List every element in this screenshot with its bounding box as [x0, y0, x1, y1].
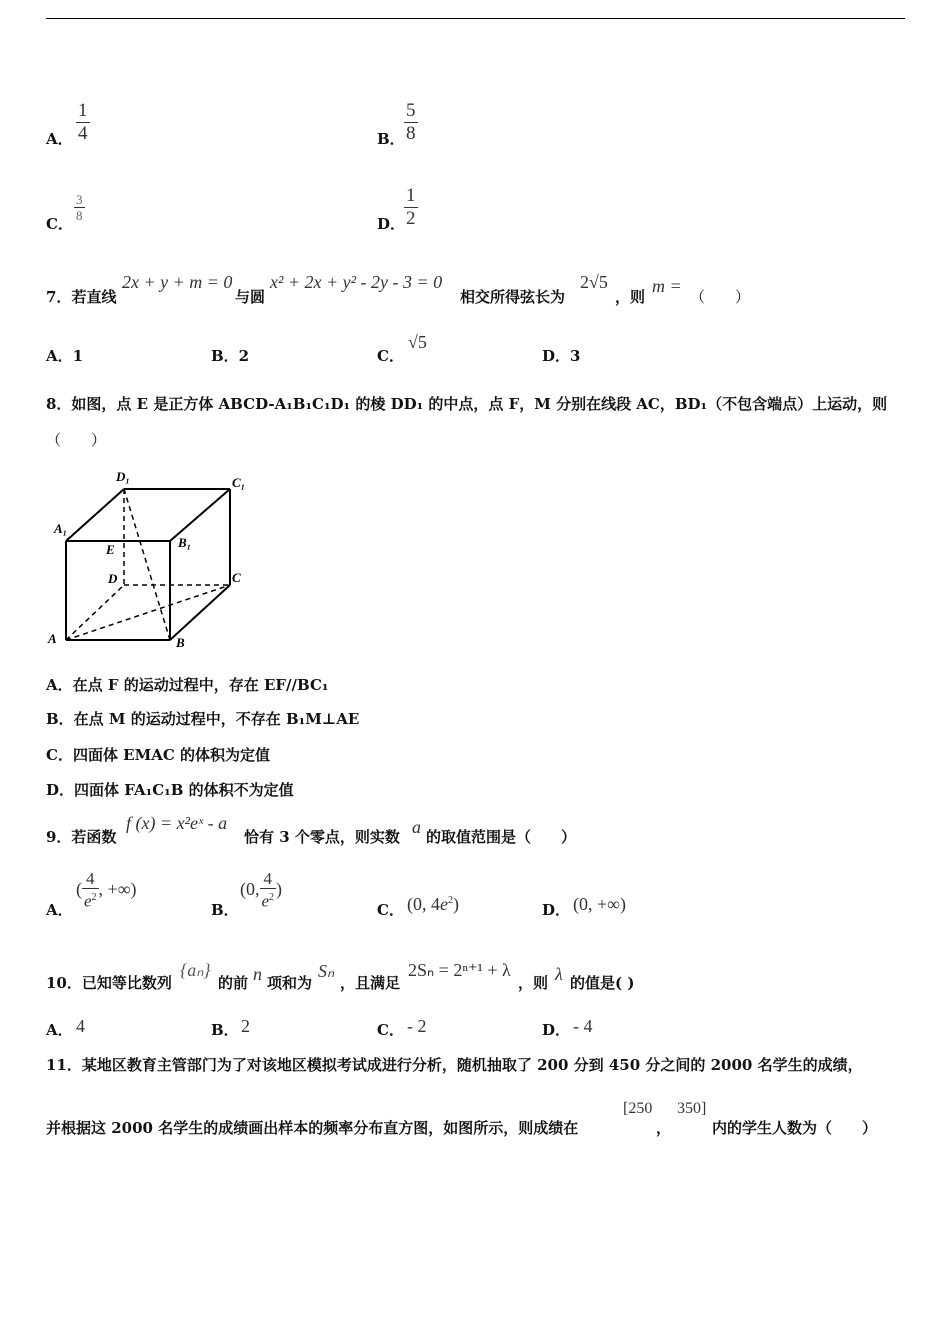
q8-answer-paren: （ ）: [46, 431, 107, 449]
q6-option-b: [377, 128, 405, 149]
q6-a-numerator: 1: [78, 100, 88, 121]
q7-stem: [46, 286, 116, 307]
q7-answer-paren: （ ）: [690, 288, 751, 306]
q10-option-d-value: - 4: [573, 1016, 593, 1036]
q10-text-3: 项和为: [267, 974, 313, 992]
q9-option-a-label: A．: [46, 901, 73, 919]
q11-comma: ，: [656, 1119, 672, 1137]
q6-c-numerator: 3: [76, 192, 83, 207]
q6-b-numerator: 5: [406, 100, 416, 121]
q9-option-c-value: (0, $4e^2$): [407, 894, 459, 914]
q7-option-c-value: √5: [408, 332, 427, 352]
vertex-d1: D₁: [116, 469, 130, 484]
q6-d-denominator: 2: [406, 208, 416, 229]
q9-variable-a: a: [412, 817, 421, 837]
q7-text-3: 相交所得弦长为: [460, 288, 566, 306]
q11-stem-line2b: 内的学生人数为（ ）: [712, 1119, 878, 1137]
q9-option-b-label: B．: [211, 901, 239, 919]
q10-option-c-label: C．: [377, 1021, 404, 1039]
q10-equation: 2Sₙ = 2ⁿ⁺¹ + λ: [408, 960, 511, 980]
vertex-b1: B₁: [178, 535, 192, 550]
q10-text-1: 10．已知等比数列: [46, 974, 172, 992]
q10-lambda: λ: [555, 964, 563, 984]
q6-option-a-label: A．: [46, 130, 73, 148]
q11-stem-line1: 11．某地区教育主管部门为了对该地区模拟考试成进行分析，随机抽取了 200 分到 450 分之间的 2000 名学生的成绩，: [46, 1056, 863, 1074]
q6-option-d: [377, 213, 405, 234]
q8-option-d: D．四面体 FA₁C₁B 的体积不为定值: [46, 781, 294, 799]
q7-line-equation: 2x + y + m = 0: [122, 272, 233, 292]
header-rule: [46, 18, 905, 19]
q7-option-c-label: C．: [377, 347, 404, 365]
q11-interval-right: 350]: [677, 1100, 707, 1117]
q9-option-d-value: (0, +∞): [573, 894, 626, 914]
q9-text-1: 9．若函数: [46, 828, 117, 846]
q10-text-4: ，且满足: [340, 974, 401, 992]
q10-sequence: {aₙ}: [180, 960, 211, 980]
q10-text-2: 的前: [218, 974, 249, 992]
q7-variable-m: m =: [652, 276, 682, 296]
q10-option-b-value: 2: [241, 1016, 250, 1036]
q6-option-d-label: D．: [377, 215, 406, 233]
q6-option-a-fraction: [76, 100, 90, 145]
q7-circle-equation: x² + 2x + y² - 2y - 3 = 0: [270, 272, 443, 292]
vertex-b: B: [176, 635, 185, 650]
q11-stem-line2a: 并根据这 2000 名学生的成绩画出样本的频率分布直方图，如图所示，则成绩在: [46, 1119, 579, 1137]
q10-sum-sn: Sₙ: [318, 961, 335, 981]
q6-a-denominator: 4: [78, 123, 88, 144]
vertex-d: D: [108, 571, 118, 586]
vertex-e: E: [106, 542, 115, 557]
q10-text-5: ，则: [518, 974, 549, 992]
q7-text-4: ，则: [615, 288, 646, 306]
q8-option-a: A．在点 F 的运动过程中，存在 EF//BC₁: [46, 676, 329, 694]
q6-c-denominator: 8: [76, 208, 83, 223]
q10-option-a-label: A．: [46, 1021, 73, 1039]
q6-option-c: [46, 213, 73, 234]
q10-variable-n: n: [253, 964, 262, 984]
q7-option-b: B．2: [211, 347, 250, 365]
cube-figure: [40, 465, 260, 655]
q10-option-d-label: D．: [542, 1021, 571, 1039]
q6-option-b-fraction: [404, 100, 418, 145]
q6-b-denominator: 8: [406, 123, 416, 144]
q10-option-b-label: B．: [211, 1021, 239, 1039]
q9-option-c-label: C．: [377, 901, 404, 919]
q8-option-c: C．四面体 EMAC 的体积为定值: [46, 746, 270, 764]
vertex-a: A: [48, 631, 57, 646]
q7-option-a: A．1: [46, 347, 84, 365]
q9-text-3: 的取值范围是（ ）: [426, 828, 577, 846]
q7-option-d: D．3: [542, 347, 581, 365]
q10-option-a-value: 4: [76, 1016, 85, 1036]
vertex-c: C: [232, 570, 241, 585]
q7-text-1: 若直线: [71, 288, 117, 306]
q6-d-numerator: 1: [406, 185, 416, 206]
q11-interval-left: [250: [623, 1100, 653, 1117]
q6-option-a: [46, 128, 73, 149]
q7-text-2: 与圆: [235, 288, 266, 306]
vertex-a1: A₁: [54, 521, 68, 536]
q6-option-b-label: B．: [377, 130, 405, 148]
q8-stem-line1: 8．如图，点 E 是正方体 ABCD-A₁B₁C₁D₁ 的棱 DD₁ 的中点，点 F，M 分别在线段 AC，BD₁（不包含端点）上运动，则: [46, 395, 888, 413]
q6-option-c-label: C．: [46, 215, 73, 233]
q9-text-2: 恰有 3 个零点，则实数: [244, 828, 400, 846]
q7-number: 7．: [46, 288, 72, 306]
q9-option-b-value: (0, $\frac{4}{e^2}$ ): [240, 869, 283, 911]
vertex-c1: C₁: [232, 475, 246, 490]
q9-option-d-label: D．: [542, 901, 571, 919]
q8-option-b: B．在点 M 的运动过程中，不存在 B₁M⊥AE: [46, 710, 360, 728]
q6-option-d-fraction: [404, 185, 418, 230]
q6-option-c-fraction: [74, 192, 85, 223]
q9-function: f (x) = x²eˣ - a: [126, 813, 228, 833]
q10-text-6: 的值是( ): [570, 974, 635, 992]
q10-option-c-value: - 2: [407, 1016, 427, 1036]
q9-option-a-value: ( $\frac{4}{e^2}$ , +∞): [76, 869, 137, 911]
q7-chord-length: 2√5: [580, 272, 608, 292]
